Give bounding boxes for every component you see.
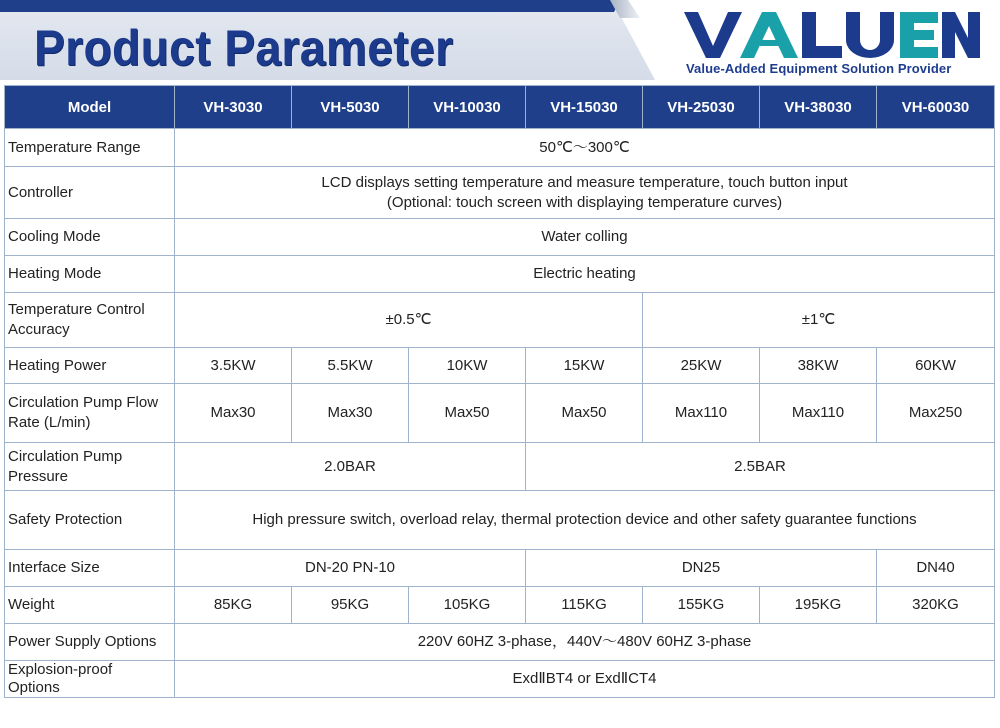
interface-size-group-2: DN25 xyxy=(526,550,877,587)
heating-power-value: 60KW xyxy=(877,348,995,384)
pump-flow-value: Max110 xyxy=(643,384,760,443)
row-label-line-1: Circulation Pump Flow xyxy=(8,394,159,411)
table-row xyxy=(5,219,995,256)
row-label: Cooling Mode xyxy=(5,219,175,256)
row-label: Temperature Range xyxy=(5,129,175,167)
product-parameter-table xyxy=(4,85,995,698)
row-label-line-1: Explosion-proof xyxy=(8,661,113,678)
header-cell-model-name: VH-38030 xyxy=(760,86,877,129)
pump-pressure-group-1: 2.0BAR xyxy=(175,443,526,491)
table-row xyxy=(5,167,995,219)
table-header-row xyxy=(5,86,995,129)
accuracy-value-group-1: ±0.5℃ xyxy=(175,293,643,348)
table-row xyxy=(5,661,995,698)
row-label xyxy=(5,661,175,698)
weight-value: 95KG xyxy=(292,587,409,624)
weight-value: 320KG xyxy=(877,587,995,624)
table-row xyxy=(5,491,995,550)
table-row xyxy=(5,443,995,491)
table-row xyxy=(5,550,995,587)
heating-mode-value: Electric heating xyxy=(175,256,995,293)
table-row xyxy=(5,129,995,167)
accuracy-value-group-2: ±1℃ xyxy=(643,293,995,348)
pump-flow-value: Max30 xyxy=(292,384,409,443)
row-label-line-2: Rate (L/min) xyxy=(8,414,91,431)
row-label: Interface Size xyxy=(5,550,175,587)
row-label xyxy=(5,384,175,443)
row-label xyxy=(5,443,175,491)
title-top-bar xyxy=(0,0,620,12)
header-cell-model-name: VH-3030 xyxy=(175,86,292,129)
header-cell-model: Model xyxy=(5,86,175,129)
table-row xyxy=(5,624,995,661)
header-cell-model-name: VH-15030 xyxy=(526,86,643,129)
row-label-line-2: Accuracy xyxy=(8,321,70,338)
interface-size-group-3: DN40 xyxy=(877,550,995,587)
controller-line-1: LCD displays setting temperature and measure temperature, touch button input xyxy=(321,173,848,191)
controller-value xyxy=(175,167,995,219)
row-label: Power Supply Options xyxy=(5,624,175,661)
pump-flow-value: Max50 xyxy=(526,384,643,443)
pump-flow-value: Max250 xyxy=(877,384,995,443)
table-row xyxy=(5,256,995,293)
header-cell-model-name: VH-25030 xyxy=(643,86,760,129)
weight-value: 85KG xyxy=(175,587,292,624)
row-label xyxy=(5,293,175,348)
weight-value: 195KG xyxy=(760,587,877,624)
cooling-mode-value: Water colling xyxy=(175,219,995,256)
weight-value: 105KG xyxy=(409,587,526,624)
pump-flow-value: Max30 xyxy=(175,384,292,443)
weight-value: 115KG xyxy=(526,587,643,624)
page-header xyxy=(0,0,1000,85)
pump-flow-value: Max110 xyxy=(760,384,877,443)
safety-protection-value: High pressure switch, overload relay, thermal protection device and other safety guarantee functions xyxy=(175,491,995,550)
row-label: Safety Protection xyxy=(5,491,175,550)
logo-tagline: Value-Added Equipment Solution Provider xyxy=(686,61,952,76)
heating-power-value: 38KW xyxy=(760,348,877,384)
power-supply-value: 220V 60HZ 3-phase，440V～480V 60HZ 3-phase xyxy=(175,624,995,661)
heating-power-value: 5.5KW xyxy=(292,348,409,384)
pump-pressure-group-2: 2.5BAR xyxy=(526,443,995,491)
row-label: Controller xyxy=(5,167,175,219)
row-label-line-1: Circulation Pump xyxy=(8,447,123,465)
row-label-line-2: Pressure xyxy=(8,467,69,485)
pump-flow-value: Max50 xyxy=(409,384,526,443)
row-label-line-2: Options xyxy=(8,679,60,696)
interface-size-group-1: DN-20 PN-10 xyxy=(175,550,526,587)
controller-line-2: (Optional: touch screen with displaying temperature curves) xyxy=(386,193,783,211)
heating-power-value: 15KW xyxy=(526,348,643,384)
row-label: Weight xyxy=(5,587,175,624)
header-cell-model-name: VH-60030 xyxy=(877,86,995,129)
table-row xyxy=(5,348,995,384)
header-cell-model-name: VH-5030 xyxy=(292,86,409,129)
table-row xyxy=(5,384,995,443)
header-cell-model-name: VH-10030 xyxy=(409,86,526,129)
heating-power-value: 10KW xyxy=(409,348,526,384)
row-label: Heating Mode xyxy=(5,256,175,293)
weight-value: 155KG xyxy=(643,587,760,624)
heating-power-value: 3.5KW xyxy=(175,348,292,384)
page-title: Product Parameter xyxy=(34,20,454,76)
table-row xyxy=(5,293,995,348)
temperature-range-value: 50℃～300℃ xyxy=(175,129,995,167)
row-label: Heating Power xyxy=(5,348,175,384)
row-label-line-1: Temperature Control xyxy=(8,301,145,318)
table-row xyxy=(5,587,995,624)
heating-power-value: 25KW xyxy=(643,348,760,384)
explosion-proof-value: ExdⅡBT4 or ExdⅡCT4 xyxy=(175,661,995,698)
